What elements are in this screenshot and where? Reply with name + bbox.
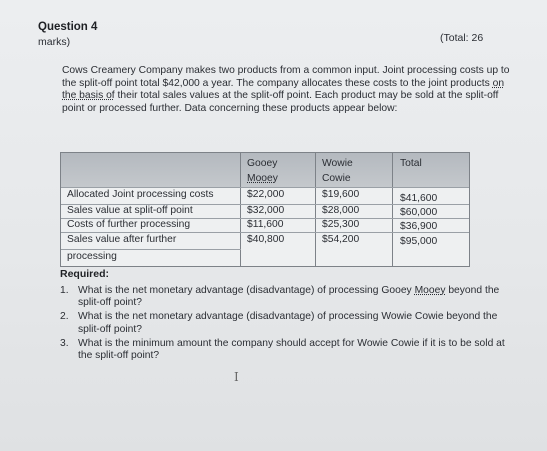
item-number: 3. — [60, 337, 69, 349]
col-divider — [315, 153, 316, 266]
cell-total: $60,000 — [400, 207, 438, 218]
item-text: What is the net monetary advantage (disadvantage) of processing Wowie Cowie beyond the split-off point? — [78, 311, 498, 335]
header-total: Total — [400, 158, 422, 169]
row-label: Sales value after further — [67, 234, 177, 245]
data-table — [60, 152, 470, 267]
cell-gooey: $32,000 — [247, 205, 285, 216]
question-total: (Total: 26 — [440, 32, 484, 44]
item-text-2: beyond the split-off point? — [78, 285, 500, 309]
cell-wowie: $28,000 — [322, 205, 360, 216]
header-wowie: Wowie — [322, 158, 353, 169]
row-label-cont: processing — [67, 251, 117, 262]
row-label: Sales value at split-off point — [67, 205, 193, 216]
intro-paragraph — [62, 65, 512, 115]
question-marks: marks) — [38, 36, 71, 48]
header-cowie: Cowie — [322, 173, 351, 184]
cell-total: $41,600 — [400, 193, 438, 204]
row-label: Allocated Joint processing costs — [67, 189, 214, 200]
col-divider — [392, 153, 393, 266]
intro-text-2: their total sales values at the split-off point. Each product may be sold at the split-off point or processed further. Data concerning these products appear below: — [62, 90, 499, 114]
cell-gooey: $40,800 — [247, 234, 285, 245]
list-item — [60, 285, 510, 309]
text-cursor-icon: I — [234, 370, 239, 384]
row-divider — [61, 249, 241, 250]
cell-wowie: $54,200 — [322, 234, 360, 245]
item-underlined: Mooey — [414, 285, 446, 296]
intro-text-1: Cows Creamery Company makes two products from a common input. Joint processing costs up to the split-off point total $42,000 a year. The company allocates these costs to the joint products — [62, 65, 510, 89]
cell-gooey: $11,600 — [247, 219, 284, 230]
item-text: What is the minimum amount the company should accept for Wowie Cowie if it is to be sold at the split-off point? — [78, 337, 505, 362]
row-divider — [61, 187, 469, 188]
question-title: Question 4 — [38, 21, 98, 33]
header-mooey: Mooey — [247, 173, 278, 184]
intro-underlined: on the basis of — [62, 77, 505, 102]
required-list — [60, 285, 510, 364]
cell-total: $95,000 — [400, 236, 438, 247]
cell-gooey: $22,000 — [247, 189, 285, 200]
list-item — [60, 338, 510, 362]
cell-wowie: $19,600 — [322, 189, 360, 200]
cell-wowie: $25,300 — [322, 219, 360, 230]
item-number: 2. — [60, 311, 69, 323]
header-gooey: Gooey — [247, 158, 278, 169]
cell-total: $36,900 — [400, 221, 438, 232]
required-heading: Required: — [60, 268, 110, 280]
row-label: Costs of further processing — [67, 219, 191, 230]
item-number: 1. — [60, 285, 69, 296]
item-text: What is the net monetary advantage (disadvantage) of processing Gooey — [78, 285, 415, 296]
list-item — [60, 311, 510, 335]
